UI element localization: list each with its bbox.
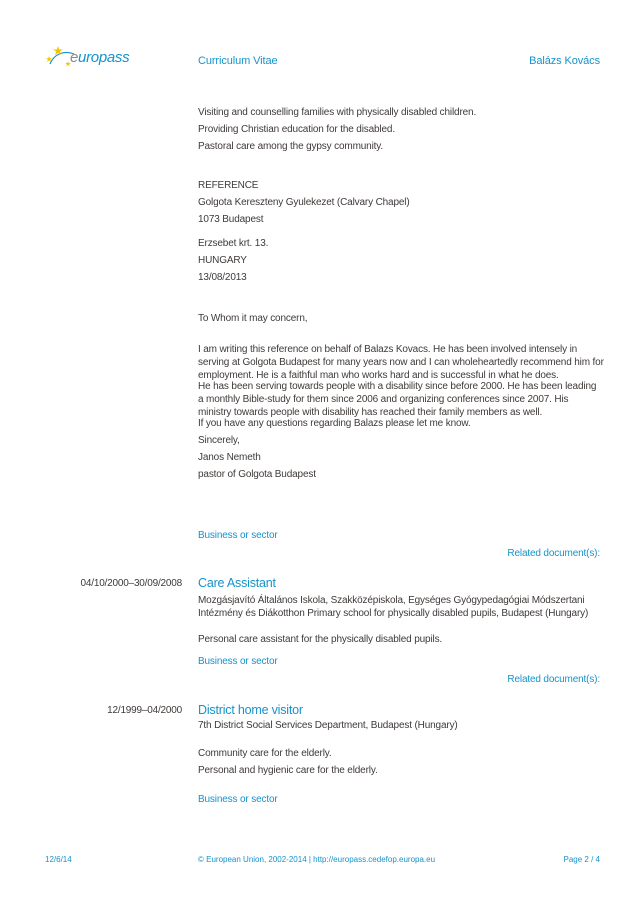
footer-copyright: © European Union, 2002-2014 | http://europass.cedefop.europa.eu xyxy=(198,855,436,864)
job-employer: 7th District Social Services Department, Budapest (Hungary) xyxy=(198,720,458,731)
letter-signer: Janos Nemeth xyxy=(198,452,261,463)
reference-heading: REFERENCE xyxy=(198,180,259,191)
business-sector-label: Business or sector xyxy=(198,794,278,805)
job-employer: Mozgásjavító Általános Iskola, Szakközépiskola, Egységes Gyógypedagógiai Módszertani Intézmény és Diákotthon Primary school for physically disabled pupils, Budapest (Hungary) xyxy=(198,595,589,619)
letter-paragraph: I am writing this reference on behalf of Balazs Kovacs. He has been involved intensely in serving at Golgota Budapest for many years now and I can wholeheartedly recommend him for employment. He is a faithful man who works hard and is successful in what he does. xyxy=(198,344,604,381)
reference-city: 1073 Budapest xyxy=(198,214,264,225)
job-title: Care Assistant xyxy=(198,576,276,590)
job-duty: Community care for the elderly. xyxy=(198,748,332,759)
reference-org: Golgota Kereszteny Gyulekezet (Calvary Chapel) xyxy=(198,197,410,208)
job-duty: Personal care assistant for the physically disabled pupils. xyxy=(198,634,443,645)
job-title: District home visitor xyxy=(198,703,303,717)
business-sector-label: Business or sector xyxy=(198,656,278,667)
footer-date: 12/6/14 xyxy=(45,855,72,864)
business-sector-label: Business or sector xyxy=(198,530,278,541)
letter-paragraph: He has been serving towards people with a disability since before 2000. He has been leading a monthly Bible-study for them since 2006 and organizing conferences since 2007. His ministry towards people with disability has reached their family members as well. xyxy=(198,381,597,418)
related-documents-label: Related document(s): xyxy=(507,548,600,559)
activity-item: Providing Christian education for the disabled. xyxy=(198,124,395,135)
letter-salutation: To Whom it may concern, xyxy=(198,313,308,324)
activity-item: Visiting and counselling families with physically disabled children. xyxy=(198,107,477,118)
reference-street: Erzsebet krt. 13. xyxy=(198,238,269,249)
related-documents-label: Related document(s): xyxy=(507,674,600,685)
candidate-name: Balázs Kovács xyxy=(529,55,600,67)
letter-closing: Sincerely, xyxy=(198,435,240,446)
europass-logo xyxy=(44,44,144,74)
job-dates: 12/1999–04/2000 xyxy=(107,705,182,716)
activity-item: Pastoral care among the gypsy community. xyxy=(198,141,384,152)
job-duty: Personal and hygienic care for the elderly. xyxy=(198,765,378,776)
letter-signer-title: pastor of Golgota Budapest xyxy=(198,469,316,480)
doc-title: Curriculum Vitae xyxy=(198,55,278,67)
footer-page-number: Page 2 / 4 xyxy=(563,855,600,864)
reference-date: 13/08/2013 xyxy=(198,272,247,283)
logo-wordmark: europass xyxy=(70,49,130,66)
letter-paragraph: If you have any questions regarding Balazs please let me know. xyxy=(198,418,471,429)
reference-country: HUNGARY xyxy=(198,255,247,266)
job-dates: 04/10/2000–30/09/2008 xyxy=(80,578,182,589)
